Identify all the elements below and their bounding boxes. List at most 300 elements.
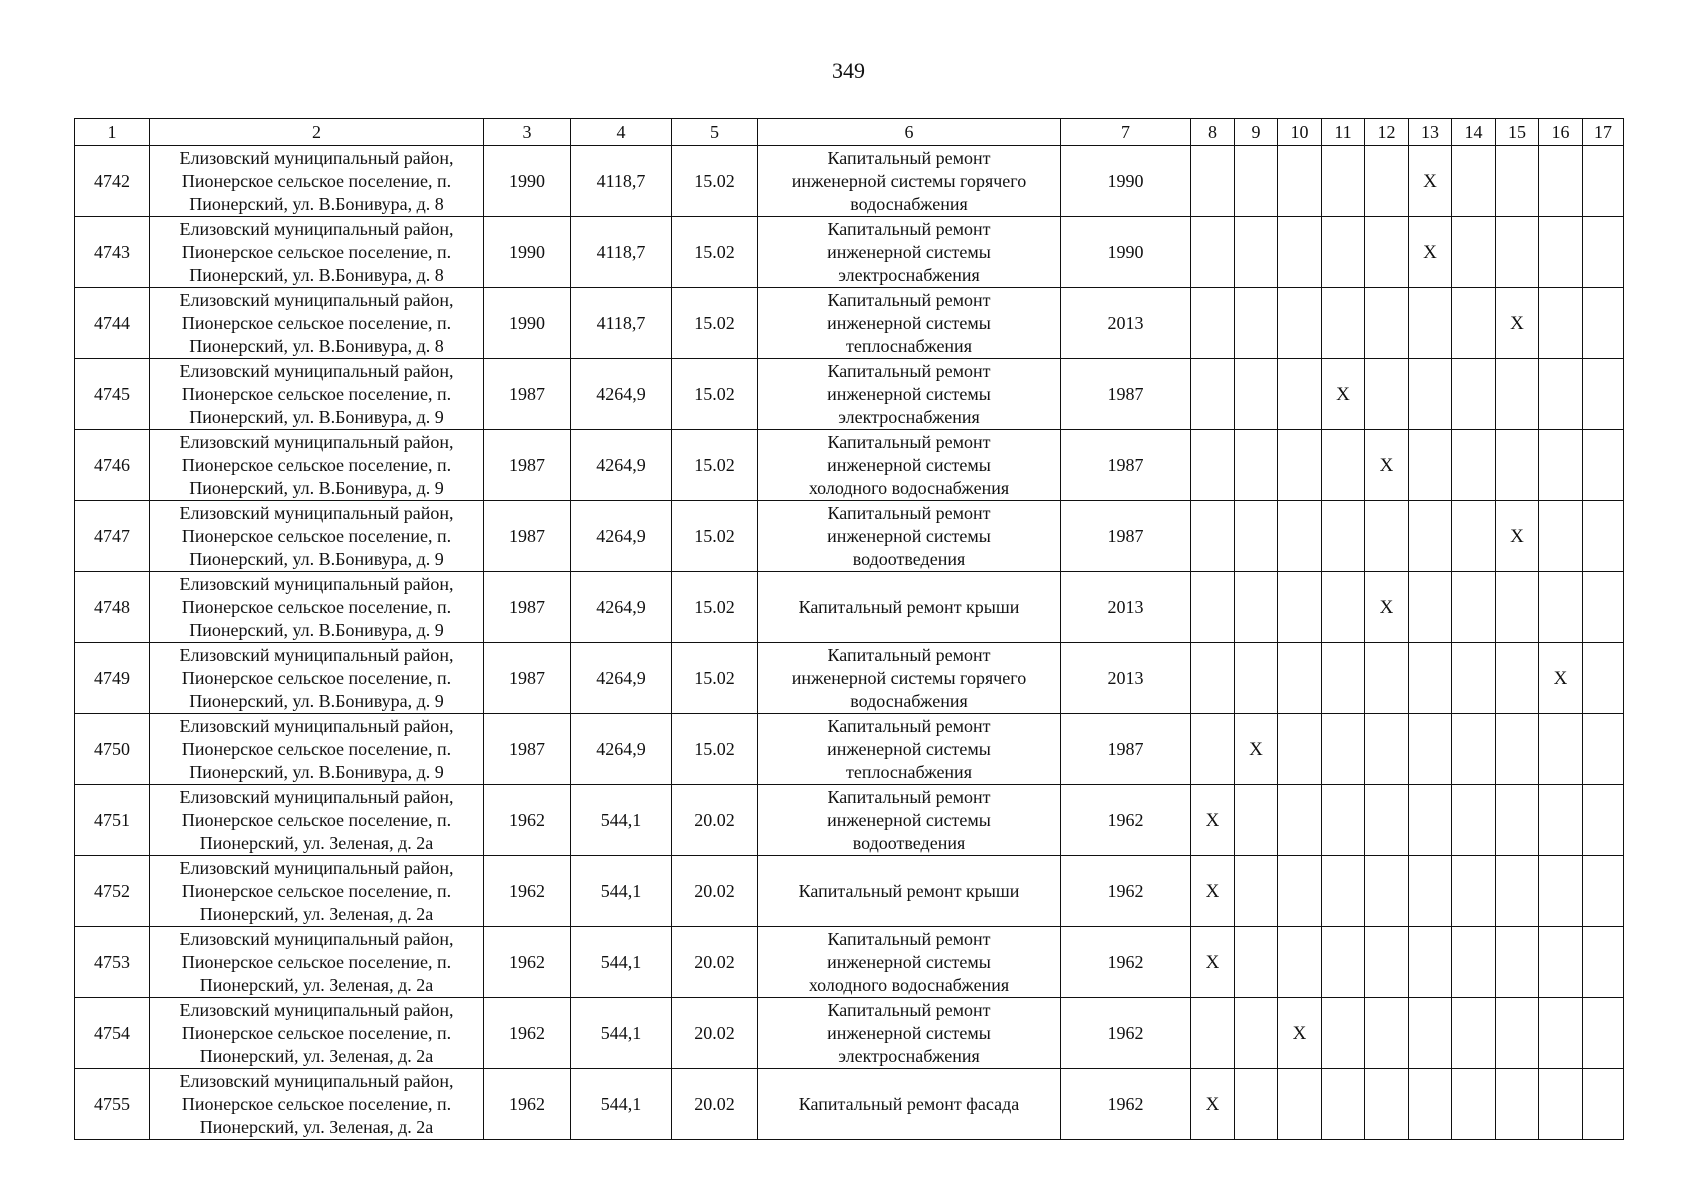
row-number-cell: 4742 <box>75 146 150 217</box>
code-cell: 15.02 <box>672 359 758 430</box>
address-line: Пионерское сельское поселение, п. <box>181 241 452 262</box>
address-line: Пионерский, ул. Зеленая, д. 2а <box>199 1045 434 1066</box>
period-cell-14 <box>1452 572 1496 643</box>
period-cell-12 <box>1365 217 1409 288</box>
period-cell-8 <box>1191 572 1235 643</box>
address-line: Елизовский муниципальный район, <box>179 928 454 949</box>
table-row <box>75 927 1624 998</box>
area-cell: 4264,9 <box>571 359 672 430</box>
period-cell-8 <box>1191 501 1235 572</box>
work-type-cell <box>758 501 1061 572</box>
build-year-cell: 1962 <box>484 856 571 927</box>
address-line: Пионерский, ул. В.Бонивура, д. 8 <box>189 264 444 285</box>
period-cell-13 <box>1409 572 1452 643</box>
table-body <box>75 119 1624 1140</box>
code-cell: 15.02 <box>672 714 758 785</box>
period-cell-15 <box>1496 501 1539 572</box>
period-cell-15 <box>1496 714 1539 785</box>
work-type-line: инженерной системы <box>827 241 991 262</box>
address-line: Елизовский муниципальный район, <box>179 786 454 807</box>
build-year-cell: 1990 <box>484 288 571 359</box>
address-line: Елизовский муниципальный район, <box>179 644 454 665</box>
period-cell-12 <box>1365 785 1409 856</box>
area-cell: 544,1 <box>571 927 672 998</box>
period-mark: X <box>1423 170 1437 192</box>
row-number-cell: 4751 <box>75 785 150 856</box>
period-cell-12 <box>1365 856 1409 927</box>
address-line: Пионерское сельское поселение, п. <box>181 667 452 688</box>
repair-year-cell: 1962 <box>1061 1069 1191 1140</box>
code-cell: 15.02 <box>672 572 758 643</box>
period-cell-9 <box>1235 785 1278 856</box>
code-cell: 15.02 <box>672 643 758 714</box>
table-row <box>75 359 1624 430</box>
period-mark: X <box>1249 738 1263 760</box>
address-line: Пионерский, ул. Зеленая, д. 2а <box>199 1116 434 1137</box>
period-cell-13 <box>1409 217 1452 288</box>
period-cell-8 <box>1191 643 1235 714</box>
work-type-cell <box>758 572 1061 643</box>
table-row <box>75 288 1624 359</box>
header-cell: 3 <box>484 119 571 146</box>
work-type-line: инженерной системы горячего <box>791 667 1027 688</box>
area-cell: 544,1 <box>571 998 672 1069</box>
period-cell-9 <box>1235 927 1278 998</box>
work-type-line: холодного водоснабжения <box>808 974 1010 995</box>
work-type-cell <box>758 856 1061 927</box>
repair-year-cell: 2013 <box>1061 288 1191 359</box>
period-cell-16 <box>1539 217 1583 288</box>
header-cell: 9 <box>1235 119 1278 146</box>
row-number-cell: 4753 <box>75 927 150 998</box>
period-cell-17 <box>1583 785 1624 856</box>
work-type-line: Капитальный ремонт <box>827 502 991 523</box>
header-cell: 8 <box>1191 119 1235 146</box>
table-row <box>75 217 1624 288</box>
period-cell-15 <box>1496 359 1539 430</box>
period-cell-10 <box>1278 643 1322 714</box>
area-cell: 544,1 <box>571 856 672 927</box>
period-cell-12 <box>1365 572 1409 643</box>
work-type-line: инженерной системы <box>827 738 991 759</box>
period-mark: X <box>1423 241 1437 263</box>
period-cell-8 <box>1191 288 1235 359</box>
work-type-line: Капитальный ремонт <box>827 431 991 452</box>
period-cell-14 <box>1452 927 1496 998</box>
build-year-cell: 1962 <box>484 785 571 856</box>
repair-year-cell: 1987 <box>1061 359 1191 430</box>
period-cell-10 <box>1278 430 1322 501</box>
address-line: Елизовский муниципальный район, <box>179 218 454 239</box>
period-cell-12 <box>1365 643 1409 714</box>
period-cell-16 <box>1539 856 1583 927</box>
address-line: Елизовский муниципальный район, <box>179 502 454 523</box>
period-cell-13 <box>1409 430 1452 501</box>
address-line: Пионерский, ул. В.Бонивура, д. 9 <box>189 406 444 427</box>
address-line: Пионерское сельское поселение, п. <box>181 738 452 759</box>
period-cell-13 <box>1409 856 1452 927</box>
header-cell: 4 <box>571 119 672 146</box>
work-type-line: водоотведения <box>852 548 966 569</box>
period-cell-12 <box>1365 714 1409 785</box>
table-row <box>75 1069 1624 1140</box>
work-type-line: электроснабжения <box>838 406 980 427</box>
row-number-cell: 4744 <box>75 288 150 359</box>
period-cell-11 <box>1322 288 1365 359</box>
address-line: Елизовский муниципальный район, <box>179 147 454 168</box>
row-number-cell: 4752 <box>75 856 150 927</box>
work-type-line: Капитальный ремонт крыши <box>798 596 1020 617</box>
period-cell-13 <box>1409 146 1452 217</box>
work-type-line: Капитальный ремонт <box>827 644 991 665</box>
work-type-line: Капитальный ремонт крыши <box>798 880 1020 901</box>
period-cell-9 <box>1235 430 1278 501</box>
row-number-cell: 4750 <box>75 714 150 785</box>
period-mark: X <box>1205 809 1220 831</box>
period-cell-17 <box>1583 217 1624 288</box>
period-cell-11 <box>1322 643 1365 714</box>
address-cell <box>150 359 484 430</box>
period-cell-14 <box>1452 501 1496 572</box>
repair-year-cell: 2013 <box>1061 572 1191 643</box>
period-cell-9 <box>1235 288 1278 359</box>
code-cell: 15.02 <box>672 501 758 572</box>
code-cell: 20.02 <box>672 1069 758 1140</box>
row-number-cell: 4745 <box>75 359 150 430</box>
period-cell-16 <box>1539 146 1583 217</box>
period-cell-17 <box>1583 288 1624 359</box>
period-cell-10 <box>1278 359 1322 430</box>
row-number-cell: 4755 <box>75 1069 150 1140</box>
code-cell: 15.02 <box>672 217 758 288</box>
period-cell-15 <box>1496 288 1539 359</box>
period-cell-14 <box>1452 146 1496 217</box>
address-cell <box>150 501 484 572</box>
period-cell-13 <box>1409 1069 1452 1140</box>
period-cell-9 <box>1235 359 1278 430</box>
table-row <box>75 998 1624 1069</box>
address-line: Пионерское сельское поселение, п. <box>181 880 452 901</box>
address-line: Пионерский, ул. В.Бонивура, д. 9 <box>189 761 444 782</box>
address-cell <box>150 998 484 1069</box>
period-cell-17 <box>1583 1069 1624 1140</box>
address-line: Пионерский, ул. В.Бонивура, д. 8 <box>189 193 444 214</box>
period-cell-13 <box>1409 501 1452 572</box>
period-cell-9 <box>1235 1069 1278 1140</box>
period-cell-9 <box>1235 998 1278 1069</box>
address-line: Пионерское сельское поселение, п. <box>181 454 452 475</box>
period-cell-16 <box>1539 288 1583 359</box>
work-type-line: электроснабжения <box>838 1045 980 1066</box>
work-type-line: Капитальный ремонт <box>827 928 991 949</box>
table-row <box>75 714 1624 785</box>
period-cell-11 <box>1322 714 1365 785</box>
period-cell-10 <box>1278 572 1322 643</box>
period-cell-16 <box>1539 501 1583 572</box>
address-cell <box>150 714 484 785</box>
area-cell: 4264,9 <box>571 501 672 572</box>
period-cell-9 <box>1235 501 1278 572</box>
period-cell-13 <box>1409 998 1452 1069</box>
period-cell-8 <box>1191 217 1235 288</box>
period-cell-14 <box>1452 856 1496 927</box>
repair-year-cell: 1987 <box>1061 714 1191 785</box>
work-type-cell <box>758 785 1061 856</box>
build-year-cell: 1962 <box>484 998 571 1069</box>
period-mark: X <box>1510 525 1524 547</box>
address-cell <box>150 217 484 288</box>
period-cell-9 <box>1235 714 1278 785</box>
code-cell: 20.02 <box>672 927 758 998</box>
build-year-cell: 1987 <box>484 714 571 785</box>
work-type-line: инженерной системы <box>827 951 991 972</box>
area-cell: 544,1 <box>571 785 672 856</box>
address-line: Пионерское сельское поселение, п. <box>181 1093 452 1114</box>
address-line: Пионерский, ул. В.Бонивура, д. 9 <box>189 690 444 711</box>
period-cell-11 <box>1322 856 1365 927</box>
table-row <box>75 572 1624 643</box>
table-header-row <box>75 119 1624 146</box>
work-type-cell <box>758 998 1061 1069</box>
row-number-cell: 4747 <box>75 501 150 572</box>
period-cell-14 <box>1452 714 1496 785</box>
code-cell: 20.02 <box>672 856 758 927</box>
address-line: Елизовский муниципальный район, <box>179 431 454 452</box>
repair-table <box>74 118 1624 1140</box>
period-cell-17 <box>1583 643 1624 714</box>
header-cell: 16 <box>1539 119 1583 146</box>
address-line: Пионерский, ул. Зеленая, д. 2а <box>199 832 434 853</box>
work-type-line: Капитальный ремонт <box>827 360 991 381</box>
period-cell-8 <box>1191 146 1235 217</box>
period-cell-10 <box>1278 714 1322 785</box>
period-cell-10 <box>1278 217 1322 288</box>
address-line: Пионерский, ул. В.Бонивура, д. 9 <box>189 619 444 640</box>
period-cell-8 <box>1191 1069 1235 1140</box>
address-line: Пионерское сельское поселение, п. <box>181 809 452 830</box>
period-cell-11 <box>1322 572 1365 643</box>
period-cell-15 <box>1496 430 1539 501</box>
area-cell: 4118,7 <box>571 146 672 217</box>
address-line: Елизовский муниципальный район, <box>179 1070 454 1091</box>
area-cell: 4118,7 <box>571 288 672 359</box>
work-type-line: инженерной системы горячего <box>791 170 1027 191</box>
repair-year-cell: 2013 <box>1061 643 1191 714</box>
work-type-cell <box>758 1069 1061 1140</box>
period-cell-15 <box>1496 927 1539 998</box>
period-cell-12 <box>1365 288 1409 359</box>
period-cell-15 <box>1496 998 1539 1069</box>
address-line: Пионерское сельское поселение, п. <box>181 383 452 404</box>
build-year-cell: 1962 <box>484 927 571 998</box>
period-cell-10 <box>1278 785 1322 856</box>
period-cell-10 <box>1278 927 1322 998</box>
row-number-cell: 4743 <box>75 217 150 288</box>
period-cell-11 <box>1322 217 1365 288</box>
repair-year-cell: 1987 <box>1061 501 1191 572</box>
period-mark: X <box>1553 667 1568 689</box>
header-cell: 2 <box>150 119 484 146</box>
repair-year-cell: 1990 <box>1061 217 1191 288</box>
period-cell-17 <box>1583 856 1624 927</box>
area-cell: 4264,9 <box>571 572 672 643</box>
period-cell-10 <box>1278 856 1322 927</box>
address-cell <box>150 572 484 643</box>
build-year-cell: 1987 <box>484 359 571 430</box>
table-row <box>75 430 1624 501</box>
work-type-line: теплоснабжения <box>846 761 972 782</box>
header-cell: 7 <box>1061 119 1191 146</box>
period-cell-11 <box>1322 785 1365 856</box>
period-cell-11 <box>1322 1069 1365 1140</box>
work-type-line: Капитальный ремонт <box>827 218 991 239</box>
period-cell-11 <box>1322 998 1365 1069</box>
period-mark: X <box>1379 596 1394 618</box>
period-cell-16 <box>1539 430 1583 501</box>
period-cell-15 <box>1496 785 1539 856</box>
period-cell-12 <box>1365 501 1409 572</box>
header-cell: 13 <box>1409 119 1452 146</box>
period-cell-10 <box>1278 146 1322 217</box>
period-cell-14 <box>1452 217 1496 288</box>
period-mark: X <box>1205 880 1220 902</box>
repair-year-cell: 1990 <box>1061 146 1191 217</box>
work-type-line: электроснабжения <box>838 264 980 285</box>
period-cell-8 <box>1191 856 1235 927</box>
work-type-line: водоснабжения <box>850 690 968 711</box>
period-cell-16 <box>1539 1069 1583 1140</box>
period-cell-14 <box>1452 998 1496 1069</box>
build-year-cell: 1990 <box>484 146 571 217</box>
work-type-line: Капитальный ремонт <box>827 147 991 168</box>
period-cell-14 <box>1452 785 1496 856</box>
repair-year-cell: 1962 <box>1061 856 1191 927</box>
area-cell: 4264,9 <box>571 643 672 714</box>
period-cell-12 <box>1365 146 1409 217</box>
work-type-line: инженерной системы <box>827 383 991 404</box>
build-year-cell: 1987 <box>484 501 571 572</box>
period-cell-17 <box>1583 714 1624 785</box>
period-mark: X <box>1510 312 1524 334</box>
code-cell: 20.02 <box>672 998 758 1069</box>
period-cell-16 <box>1539 643 1583 714</box>
period-cell-17 <box>1583 572 1624 643</box>
period-cell-9 <box>1235 643 1278 714</box>
period-cell-15 <box>1496 856 1539 927</box>
address-cell <box>150 785 484 856</box>
period-cell-17 <box>1583 927 1624 998</box>
address-line: Пионерский, ул. Зеленая, д. 2а <box>199 974 434 995</box>
period-cell-13 <box>1409 714 1452 785</box>
period-cell-17 <box>1583 998 1624 1069</box>
work-type-cell <box>758 643 1061 714</box>
period-cell-11 <box>1322 501 1365 572</box>
row-number-cell: 4746 <box>75 430 150 501</box>
area-cell: 4264,9 <box>571 430 672 501</box>
address-line: Пионерское сельское поселение, п. <box>181 951 452 972</box>
work-type-line: инженерной системы <box>827 454 991 475</box>
period-cell-10 <box>1278 288 1322 359</box>
period-cell-16 <box>1539 714 1583 785</box>
period-mark: X <box>1205 1093 1220 1115</box>
period-cell-16 <box>1539 359 1583 430</box>
address-line: Елизовский муниципальный район, <box>179 360 454 381</box>
period-cell-9 <box>1235 856 1278 927</box>
repair-year-cell: 1962 <box>1061 998 1191 1069</box>
repair-year-cell: 1962 <box>1061 927 1191 998</box>
work-type-line: инженерной системы <box>827 312 991 333</box>
address-cell <box>150 856 484 927</box>
address-line: Пионерский, ул. Зеленая, д. 2а <box>199 903 434 924</box>
period-cell-16 <box>1539 785 1583 856</box>
address-cell <box>150 288 484 359</box>
row-number-cell: 4748 <box>75 572 150 643</box>
work-type-cell <box>758 927 1061 998</box>
address-cell <box>150 927 484 998</box>
period-cell-13 <box>1409 927 1452 998</box>
area-cell: 544,1 <box>571 1069 672 1140</box>
build-year-cell: 1987 <box>484 643 571 714</box>
period-cell-17 <box>1583 501 1624 572</box>
period-cell-17 <box>1583 430 1624 501</box>
period-cell-9 <box>1235 572 1278 643</box>
header-cell: 14 <box>1452 119 1496 146</box>
period-cell-13 <box>1409 785 1452 856</box>
address-line: Елизовский муниципальный район, <box>179 857 454 878</box>
table-row <box>75 856 1624 927</box>
period-cell-11 <box>1322 359 1365 430</box>
period-cell-15 <box>1496 572 1539 643</box>
header-cell: 11 <box>1322 119 1365 146</box>
period-cell-15 <box>1496 643 1539 714</box>
period-cell-14 <box>1452 430 1496 501</box>
period-cell-8 <box>1191 998 1235 1069</box>
address-line: Пионерское сельское поселение, п. <box>181 1022 452 1043</box>
period-cell-14 <box>1452 288 1496 359</box>
period-cell-10 <box>1278 1069 1322 1140</box>
repair-year-cell: 1987 <box>1061 430 1191 501</box>
period-cell-13 <box>1409 288 1452 359</box>
work-type-line: Капитальный ремонт <box>827 786 991 807</box>
period-cell-12 <box>1365 359 1409 430</box>
work-type-cell <box>758 430 1061 501</box>
work-type-line: инженерной системы <box>827 1022 991 1043</box>
period-cell-12 <box>1365 1069 1409 1140</box>
period-cell-15 <box>1496 146 1539 217</box>
work-type-line: теплоснабжения <box>846 335 972 356</box>
table-row <box>75 785 1624 856</box>
period-cell-8 <box>1191 927 1235 998</box>
period-mark: X <box>1205 951 1220 973</box>
period-cell-14 <box>1452 359 1496 430</box>
header-cell: 6 <box>758 119 1061 146</box>
address-line: Пионерское сельское поселение, п. <box>181 525 452 546</box>
period-cell-13 <box>1409 643 1452 714</box>
address-line: Пионерское сельское поселение, п. <box>181 596 452 617</box>
period-cell-16 <box>1539 998 1583 1069</box>
work-type-line: водоснабжения <box>850 193 968 214</box>
address-line: Елизовский муниципальный район, <box>179 573 454 594</box>
period-cell-17 <box>1583 146 1624 217</box>
table-row <box>75 146 1624 217</box>
address-cell <box>150 146 484 217</box>
work-type-cell <box>758 217 1061 288</box>
work-type-cell <box>758 288 1061 359</box>
area-cell: 4264,9 <box>571 714 672 785</box>
code-cell: 15.02 <box>672 430 758 501</box>
period-cell-17 <box>1583 359 1624 430</box>
address-line: Пионерское сельское поселение, п. <box>181 312 452 333</box>
